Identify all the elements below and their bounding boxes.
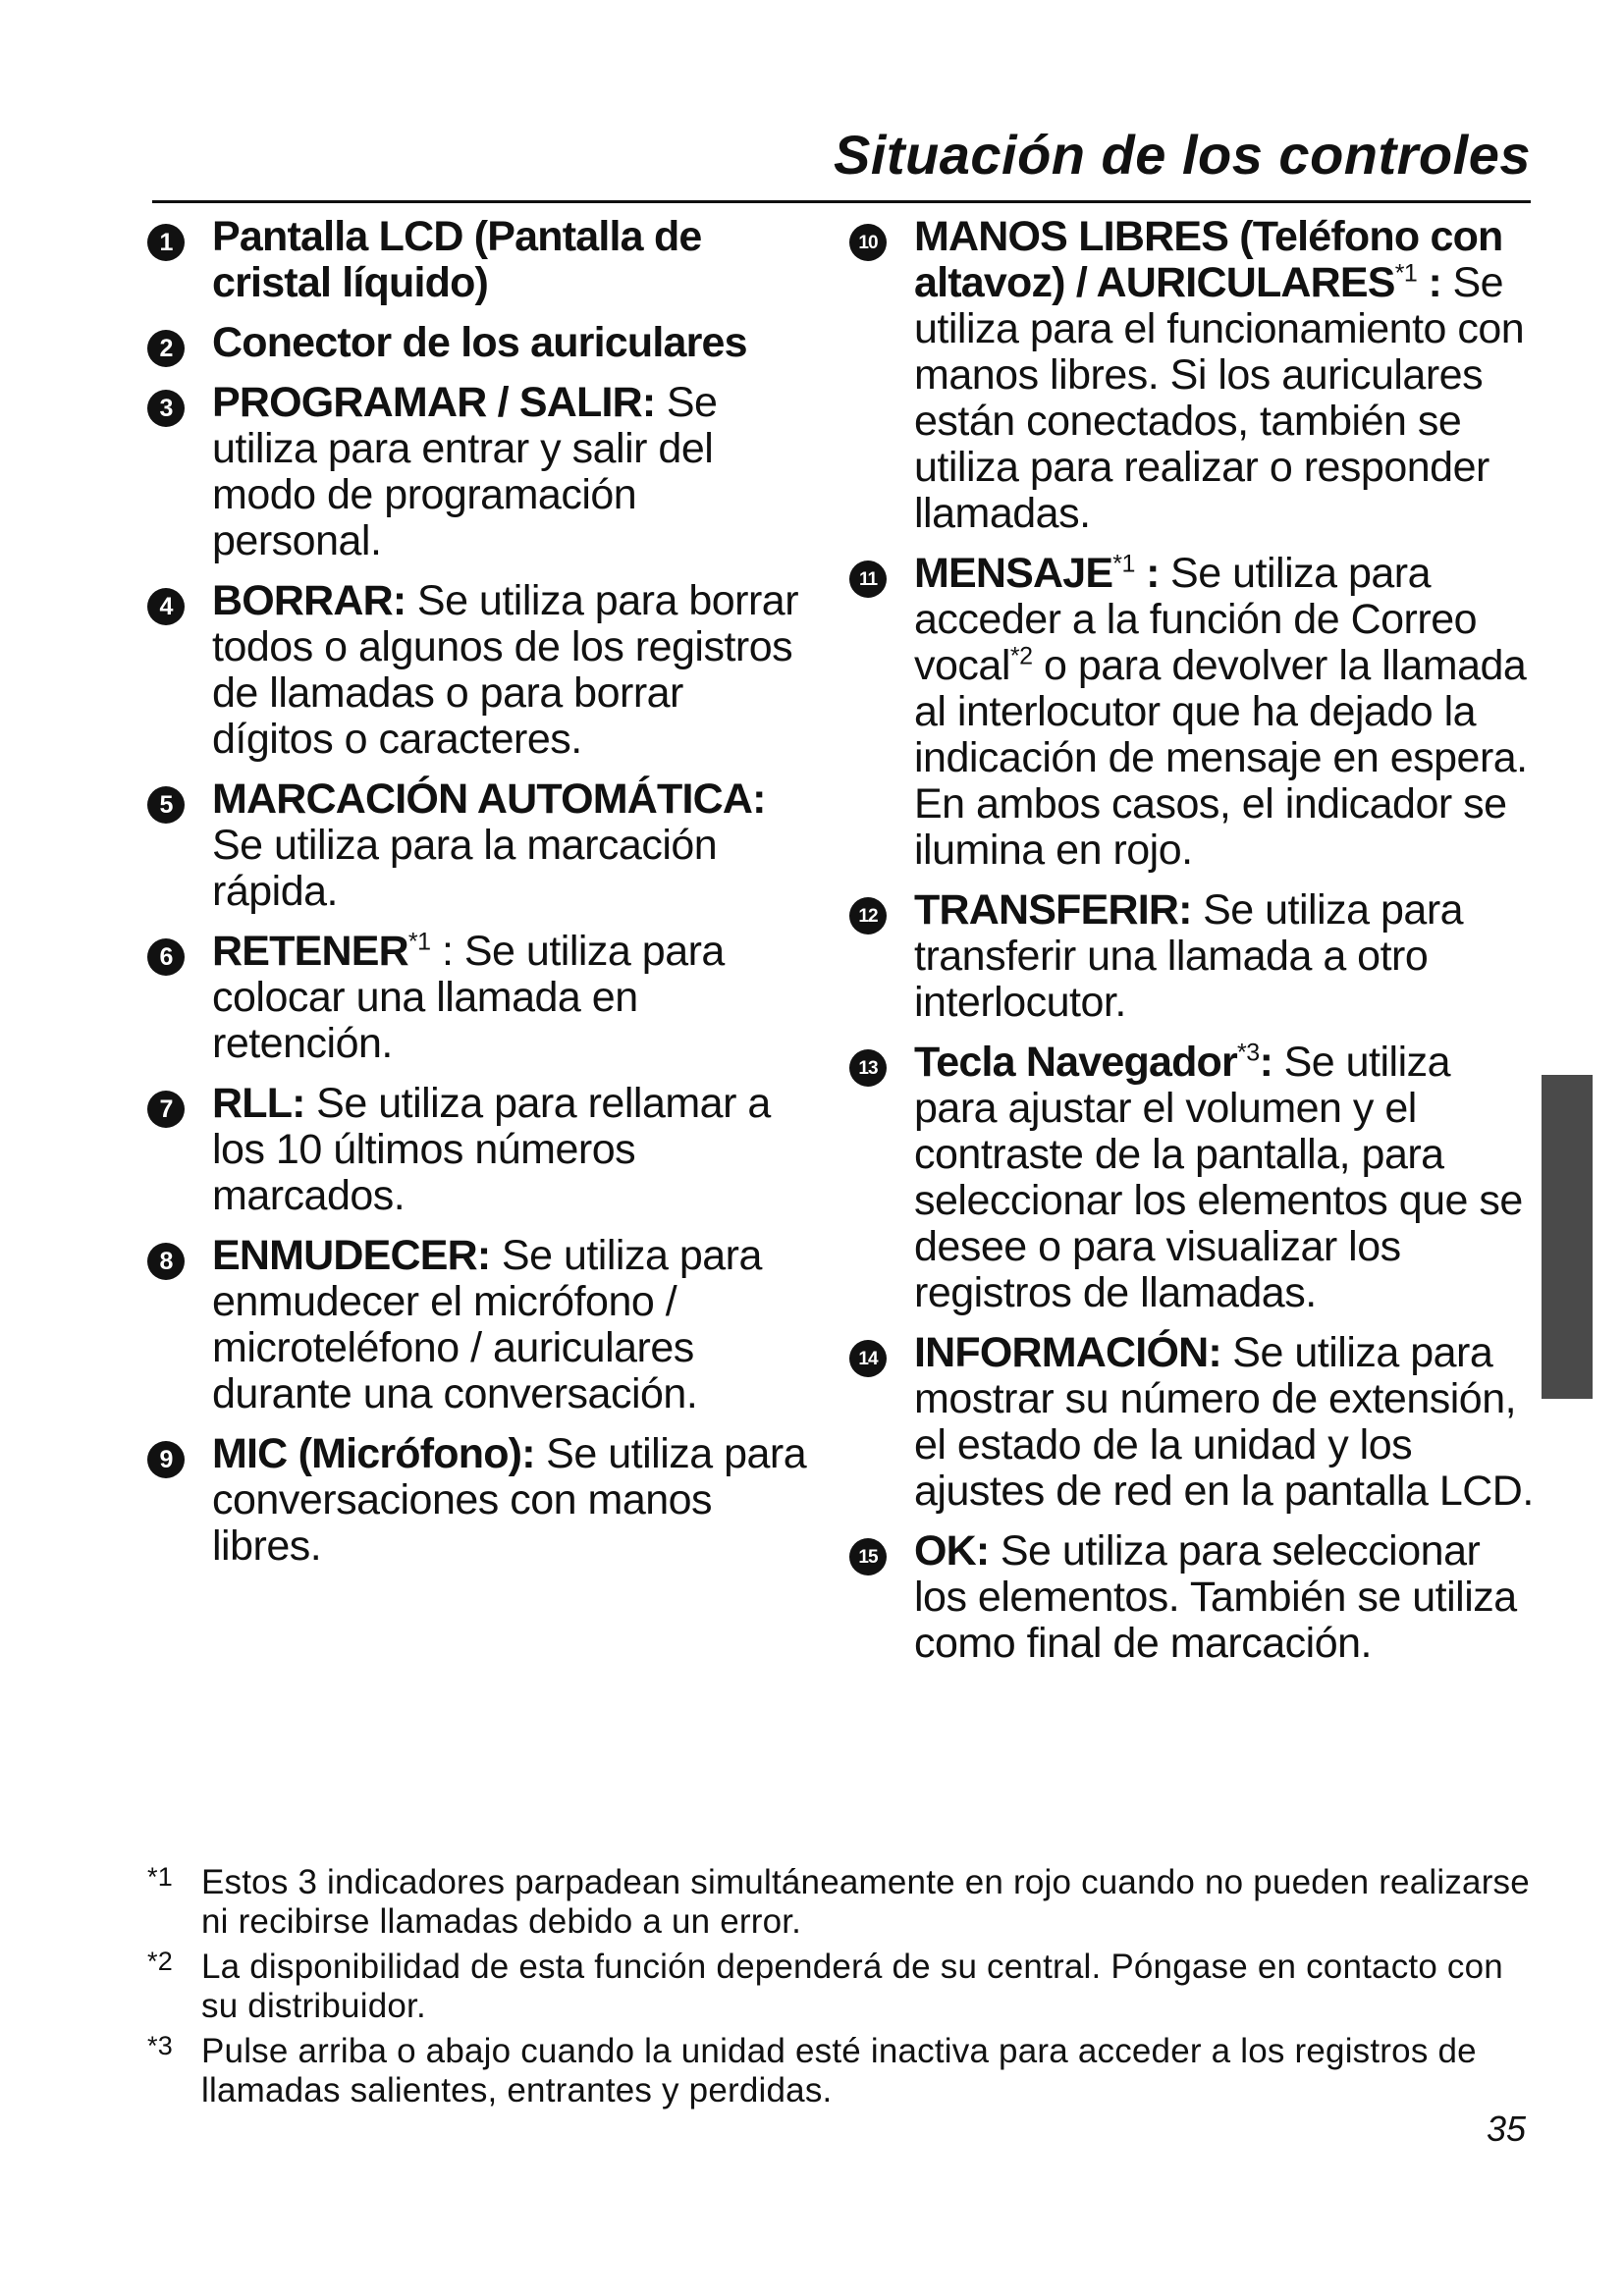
footnote-text: Pulse arriba o abajo cuando la unidad esté inactiva para acceder a los registros de llamadas salientes, entrantes y perdidas.	[201, 2032, 1477, 2109]
footnotes	[147, 1863, 1542, 2116]
item-key: PROGRAMAR / SALIR:	[212, 379, 656, 426]
item-key: Pantalla LCD (Pantalla de cristal líquido)	[212, 213, 702, 306]
item-key: Conector de los auriculares	[212, 319, 747, 366]
footnote	[147, 1948, 1542, 2026]
item-key: RETENER	[212, 928, 408, 975]
list-item	[147, 578, 815, 763]
footnote-mark: *1	[147, 1862, 173, 1892]
left-column	[147, 214, 815, 1583]
item-number-badge: 5	[147, 786, 185, 824]
item-key: TRANSFERIR:	[914, 886, 1192, 934]
list-item	[147, 1233, 815, 1417]
item-description: Se utiliza para enmudecer el micrófono / microteléfono / auriculares durante una conversación.	[212, 1232, 762, 1417]
item-description-cont: o para devolver la llamada al interlocutor que ha dejado la indicación de mensaje en espera. En ambos casos, el indicador se ilumina en rojo.	[914, 642, 1528, 874]
right-column	[849, 214, 1537, 1681]
item-key: OK:	[914, 1527, 990, 1575]
list-item	[849, 551, 1537, 874]
item-key-suffix: :	[1417, 259, 1441, 306]
item-key: ENMUDECER:	[212, 1232, 491, 1279]
item-number-badge: 7	[147, 1091, 185, 1128]
footnote-ref: *2	[1009, 642, 1033, 670]
list-item	[147, 1431, 815, 1570]
item-description: Se utiliza para borrar todos o algunos de los registros de llamadas o para borrar dígitos o caracteres.	[212, 577, 799, 763]
list-item	[147, 380, 815, 564]
footnote-text: Estos 3 indicadores parpadean simultáneamente en rojo cuando no pueden realizarse ni recibirse llamadas debido a un error.	[201, 1863, 1530, 1941]
item-description: Se utiliza para transferir una llamada a otro interlocutor.	[914, 886, 1464, 1026]
item-key: MARCACIÓN AUTOMÁTICA:	[212, 775, 766, 823]
list-item	[147, 776, 815, 915]
item-number-badge: 12	[849, 897, 887, 934]
footnote	[147, 2032, 1542, 2110]
list-item	[849, 887, 1537, 1026]
footnote-mark: *3	[147, 2031, 173, 2060]
item-key: MIC (Micrófono):	[212, 1430, 535, 1477]
item-number-badge: 9	[147, 1441, 185, 1478]
footnote-ref: *1	[1112, 550, 1135, 578]
footnote	[147, 1863, 1542, 1942]
page-title: Situación de los controles	[833, 124, 1531, 186]
item-description: Se utiliza para rellamar a los 10 últimos números marcados.	[212, 1080, 771, 1219]
item-key: RLL:	[212, 1080, 305, 1127]
item-description: Se utiliza para entrar y salir del modo de programación personal.	[212, 379, 718, 564]
item-number-badge: 10	[849, 224, 887, 261]
list-item	[849, 1528, 1537, 1667]
item-description: Se utiliza para seleccionar los elementos. También se utiliza como final de marcación.	[914, 1527, 1517, 1667]
item-key: Tecla Navegador	[914, 1039, 1237, 1086]
item-number-badge: 8	[147, 1243, 185, 1280]
item-number-badge: 6	[147, 938, 185, 976]
item-description: : Se utiliza para colocar una llamada en retención.	[212, 928, 725, 1067]
footnote-mark: *2	[147, 1947, 173, 1976]
item-description: Se utiliza para mostrar su número de extensión, el estado de la unidad y los ajustes de red en la pantalla LCD.	[914, 1329, 1534, 1515]
item-key: BORRAR:	[212, 577, 406, 624]
item-description: Se utiliza para el funcionamiento con manos libres. Si los auriculares están conectados, también se utiliza para realizar o responder llamadas.	[914, 259, 1525, 537]
list-item	[147, 214, 815, 306]
list-item	[849, 1040, 1537, 1316]
list-item	[147, 929, 815, 1067]
footnote-text: La disponibilidad de esta función dependerá de su central. Póngase en contacto con su distribuidor.	[201, 1948, 1503, 2025]
list-item	[849, 214, 1537, 537]
item-number-badge: 3	[147, 390, 185, 427]
item-description: Se utiliza para acceder a la función de Correo vocal	[914, 550, 1478, 689]
section-side-tab	[1542, 1075, 1593, 1399]
item-key: INFORMACIÓN:	[914, 1329, 1221, 1376]
item-number-badge: 15	[849, 1538, 887, 1575]
item-number-badge: 13	[849, 1049, 887, 1087]
list-item	[147, 320, 815, 366]
list-item	[147, 1081, 815, 1219]
item-number-badge: 4	[147, 588, 185, 625]
title-divider	[152, 200, 1531, 203]
list-item	[849, 1330, 1537, 1515]
footnote-ref: *1	[407, 928, 431, 956]
item-description: Se utiliza para conversaciones con manos libres.	[212, 1430, 807, 1570]
footnote-ref: *1	[1394, 259, 1418, 288]
item-key: MENSAJE	[914, 550, 1113, 597]
item-number-badge: 1	[147, 224, 185, 261]
item-number-badge: 14	[849, 1340, 887, 1377]
page-number: 35	[1486, 2109, 1526, 2149]
item-description: Se utiliza para la marcación rápida.	[212, 822, 718, 915]
item-key: MANOS LIBRES (Teléfono con altavoz) / AURICULARES	[914, 213, 1503, 306]
footnote-ref: *3	[1236, 1039, 1260, 1067]
item-key-suffix: :	[1134, 550, 1160, 597]
item-number-badge: 11	[849, 561, 887, 598]
item-number-badge: 2	[147, 330, 185, 367]
item-description: Se utiliza para ajustar el volumen y el contraste de la pantalla, para seleccionar los elementos que se desee o para visualizar los registros de llamadas.	[914, 1039, 1523, 1316]
item-key-suffix: :	[1259, 1039, 1273, 1086]
